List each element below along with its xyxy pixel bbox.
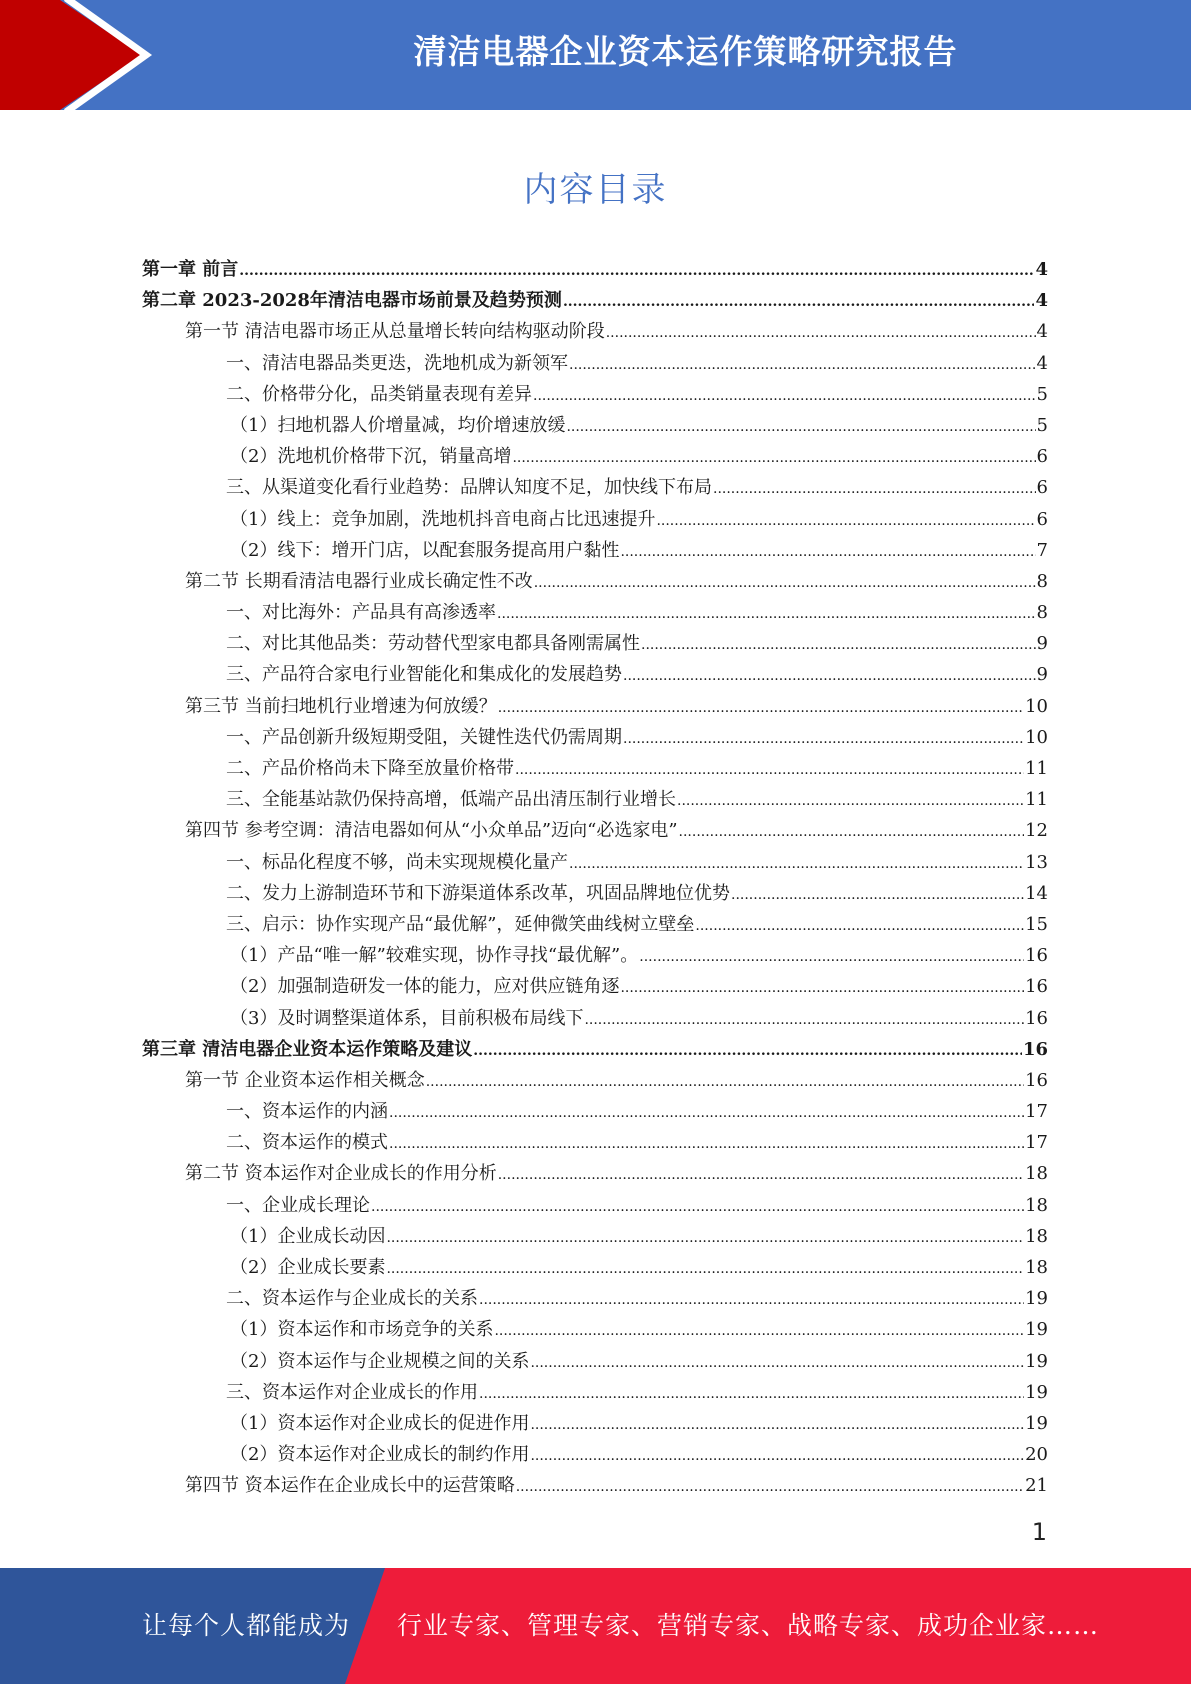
toc-entry[interactable] [142, 1346, 1048, 1377]
table-of-contents [142, 254, 1048, 1502]
toc-entry-title: 第三节 当前扫地机行业增速为何放缓？ [185, 695, 497, 717]
toc-dot-leader [656, 506, 1035, 537]
toc-entry-title: （2）资本运作对企业成长的制约作用 [230, 1444, 530, 1466]
toc-entry-page: 9 [1036, 664, 1048, 686]
toc-entry-page: 6 [1036, 446, 1048, 468]
toc-dot-leader [606, 318, 1036, 349]
toc-entry-title: 二、价格带分化，品类销量表现有差异 [226, 383, 532, 405]
toc-entry-page: 9 [1036, 633, 1048, 655]
toc-entry-page: 5 [1036, 414, 1048, 436]
toc-dot-leader [386, 1223, 1024, 1254]
toc-dot-leader [530, 1348, 1024, 1379]
toc-entry[interactable] [142, 909, 1048, 940]
toc-entry[interactable] [142, 878, 1048, 909]
toc-dot-leader [386, 1254, 1024, 1285]
toc-entry-page: 7 [1036, 539, 1048, 561]
toc-entry-title: （2）洗地机价格带下沉，销量高增 [230, 446, 512, 468]
toc-entry[interactable] [142, 254, 1048, 285]
footer-banner [0, 1568, 1191, 1684]
toc-entry-page: 10 [1025, 695, 1048, 717]
toc-dot-leader [479, 1379, 1024, 1410]
toc-entry-page: 19 [1025, 1319, 1048, 1341]
toc-dot-leader [695, 911, 1024, 942]
toc-dot-leader [530, 1410, 1024, 1441]
toc-entry[interactable] [142, 535, 1048, 566]
toc-entry[interactable] [142, 1034, 1048, 1065]
toc-entry-title: （2）加强制造研发一体的能力，应对供应链角逐 [230, 976, 620, 998]
toc-dot-leader [563, 287, 1035, 318]
toc-entry-title: 第四节 参考空调：清洁电器如何从“小众单品”迈向“必选家电” [185, 820, 678, 842]
toc-entry-page: 17 [1025, 1132, 1048, 1154]
toc-entry[interactable] [142, 1252, 1048, 1283]
toc-entry-title: 第三章 清洁电器企业资本运作策略及建议 [142, 1038, 473, 1060]
toc-entry-page: 20 [1025, 1444, 1048, 1466]
toc-dot-leader [641, 630, 1036, 661]
toc-entry[interactable] [142, 1470, 1048, 1501]
toc-entry[interactable] [142, 753, 1048, 784]
toc-entry[interactable] [142, 1065, 1048, 1096]
toc-entry-page: 15 [1025, 913, 1048, 935]
toc-dot-leader [498, 1160, 1024, 1191]
toc-entry[interactable] [142, 722, 1048, 753]
toc-dot-leader [389, 1098, 1024, 1129]
toc-entry[interactable] [142, 1096, 1048, 1127]
toc-dot-leader [389, 1129, 1024, 1160]
toc-entry-title: 第一节 企业资本运作相关概念 [185, 1069, 425, 1091]
toc-dot-leader [566, 412, 1035, 443]
toc-entry-title: 三、全能基站款仍保持高增，低端产品出清压制行业增长 [226, 789, 676, 811]
footer-slogan-left: 让每个人都能成为 [142, 1611, 351, 1640]
toc-entry-title: 第二章 2023-2028年清洁电器市场前景及趋势预测 [142, 290, 562, 312]
toc-entry-title: （3）及时调整渠道体系，目前积极布局线下 [230, 1007, 584, 1029]
toc-dot-leader [620, 973, 1024, 1004]
toc-entry-page: 16 [1022, 1038, 1048, 1060]
toc-entry[interactable] [142, 1158, 1048, 1189]
toc-entry-page: 16 [1025, 976, 1048, 998]
toc-entry[interactable] [142, 659, 1048, 690]
toc-entry-title: 一、标品化程度不够，尚未实现规模化量产 [226, 851, 568, 873]
toc-dot-leader [584, 1005, 1024, 1036]
toc-entry-title: 三、产品符合家电行业智能化和集成化的发展趋势 [226, 664, 622, 686]
header-banner [0, 0, 1191, 110]
toc-entry-page: 14 [1025, 882, 1048, 904]
toc-entry-title: 一、资本运作的内涵 [226, 1101, 388, 1123]
toc-entry-title: 二、对比其他品类：劳动替代型家电都具备刚需属性 [226, 633, 640, 655]
toc-entry-title: （1）线上：竞争加剧，洗地机抖音电商占比迅速提升 [230, 508, 656, 530]
toc-entry[interactable] [142, 1190, 1048, 1221]
toc-dot-leader [533, 381, 1036, 412]
toc-entry[interactable] [142, 628, 1048, 659]
toc-entry-title: 三、启示：协作实现产品“最优解”，延伸微笑曲线树立壁垒 [226, 913, 695, 935]
toc-entry-page: 19 [1025, 1412, 1048, 1434]
toc-entry-page: 4 [1035, 290, 1048, 312]
toc-dot-leader [371, 1192, 1024, 1223]
toc-entry-page: 19 [1025, 1381, 1048, 1403]
toc-entry-title: （1）扫地机器人价增量减，均价增速放缓 [230, 414, 566, 436]
toc-entry-title: 第二节 长期看清洁电器行业成长确定性不改 [185, 570, 533, 592]
toc-entry-page: 19 [1025, 1288, 1048, 1310]
toc-entry-title: 一、对比海外：产品具有高渗透率 [226, 602, 496, 624]
toc-entry[interactable] [142, 1283, 1048, 1314]
toc-entry[interactable] [142, 1439, 1048, 1470]
page-number: 1 [1031, 1518, 1047, 1546]
toc-entry-title: （1）资本运作和市场竞争的关系 [230, 1319, 494, 1341]
toc-entry-page: 12 [1025, 820, 1048, 842]
toc-entry-page: 16 [1025, 945, 1048, 967]
toc-entry[interactable] [142, 410, 1048, 441]
toc-entry-page: 5 [1036, 383, 1048, 405]
toc-entry-title: （2）企业成长要素 [230, 1257, 386, 1278]
footer-slogan-right: 行业专家、管理专家、营销专家、战略专家、成功企业家…… [397, 1611, 1100, 1640]
toc-dot-leader [479, 1285, 1024, 1316]
toc-entry-title: 三、资本运作对企业成长的作用 [226, 1381, 478, 1403]
toc-entry[interactable] [142, 285, 1048, 316]
toc-entry-title: 二、发力上游制造环节和下游渠道体系改革，巩固品牌地位优势 [226, 882, 730, 904]
toc-entry[interactable] [142, 597, 1048, 628]
toc-entry-page: 18 [1025, 1194, 1048, 1216]
toc-entry[interactable] [142, 348, 1048, 379]
toc-entry-title: 三、从渠道变化看行业趋势：品牌认知度不足，加快线下布局 [226, 477, 712, 499]
toc-entry[interactable] [142, 441, 1048, 472]
toc-entry-page: 18 [1025, 1163, 1048, 1185]
toc-entry[interactable] [142, 691, 1048, 722]
toc-entry-page: 16 [1025, 1069, 1048, 1091]
toc-entry[interactable] [142, 1314, 1048, 1345]
toc-entry-page: 10 [1025, 726, 1048, 748]
toc-entry-page: 19 [1025, 1350, 1048, 1372]
toc-entry-page: 17 [1025, 1101, 1048, 1123]
toc-entry[interactable] [142, 1127, 1048, 1158]
toc-entry[interactable] [142, 1003, 1048, 1034]
toc-entry-title: （2）线下：增开门店，以配套服务提高用户黏性 [230, 539, 620, 561]
toc-entry-title: 一、产品创新升级短期受阻，关键性迭代仍需周期 [226, 726, 622, 748]
toc-entry-page: 11 [1025, 789, 1048, 811]
toc-entry-title: 二、资本运作与企业成长的关系 [226, 1288, 478, 1310]
toc-entry-page: 6 [1036, 477, 1048, 499]
toc-heading: 内容目录 [523, 170, 668, 210]
toc-entry-page: 8 [1036, 602, 1048, 624]
toc-entry-page: 4 [1035, 259, 1048, 280]
toc-entry-page: 6 [1036, 508, 1048, 530]
toc-entry-title: 第二节 资本运作对企业成长的作用分析 [185, 1163, 497, 1185]
toc-dot-leader [498, 693, 1024, 724]
toc-dot-leader [530, 1441, 1024, 1472]
toc-dot-leader [679, 817, 1025, 848]
toc-entry-title: 一、清洁电器品类更迭，洗地机成为新领军 [226, 352, 568, 374]
toc-dot-leader [534, 568, 1036, 599]
toc-entry-title: 二、产品价格尚未下降至放量价格带 [226, 758, 514, 779]
toc-entry-title: （1）企业成长动因 [230, 1225, 386, 1247]
toc-entry-title: （1）资本运作对企业成长的促进作用 [230, 1412, 530, 1434]
toc-entry-title: 第四节 资本运作在企业成长中的运营策略 [185, 1475, 515, 1497]
toc-dot-leader [569, 849, 1024, 880]
toc-entry-title: （1）产品“唯一解”较难实现，协作寻找“最优解”。 [230, 945, 639, 967]
toc-dot-leader [713, 474, 1036, 505]
toc-entry-page: 18 [1025, 1225, 1048, 1247]
toc-entry-page: 4 [1036, 352, 1048, 374]
toc-entry-title: 一、企业成长理论 [226, 1194, 370, 1216]
toc-entry-page: 21 [1025, 1475, 1048, 1497]
toc-entry[interactable] [142, 1408, 1048, 1439]
toc-entry-page: 8 [1036, 570, 1048, 592]
header-arrow-decoration [0, 0, 160, 110]
toc-entry[interactable] [142, 472, 1048, 503]
toc-dot-leader [639, 942, 1024, 973]
toc-dot-leader [623, 661, 1036, 692]
toc-dot-leader [494, 1316, 1024, 1347]
toc-dot-leader [426, 1067, 1024, 1098]
toc-dot-leader [239, 256, 1034, 287]
toc-dot-leader [516, 1472, 1024, 1503]
toc-entry[interactable] [142, 847, 1048, 878]
toc-entry[interactable] [142, 1221, 1048, 1252]
toc-entry-page: 18 [1025, 1257, 1048, 1278]
toc-entry[interactable] [142, 784, 1048, 815]
toc-entry-title: 第一章 前言 [142, 259, 239, 280]
toc-entry-page: 4 [1036, 321, 1048, 343]
toc-entry-title: 二、资本运作的模式 [226, 1132, 388, 1154]
toc-dot-leader [512, 443, 1035, 474]
toc-entry[interactable] [142, 316, 1048, 347]
toc-entry[interactable] [142, 566, 1048, 597]
report-title: 清洁电器企业资本运作策略研究报告 [413, 32, 958, 71]
toc-dot-leader [497, 599, 1036, 630]
toc-entry[interactable] [142, 940, 1048, 971]
toc-entry-title: （2）资本运作与企业规模之间的关系 [230, 1350, 530, 1372]
toc-entry[interactable] [142, 971, 1048, 1002]
toc-entry[interactable] [142, 504, 1048, 535]
toc-dot-leader [623, 724, 1024, 755]
toc-entry-page: 11 [1025, 758, 1048, 779]
toc-entry-page: 13 [1025, 851, 1048, 873]
toc-dot-leader [731, 880, 1024, 911]
toc-entry[interactable] [142, 379, 1048, 410]
toc-dot-leader [569, 350, 1036, 381]
toc-entry[interactable] [142, 1377, 1048, 1408]
toc-entry-title: 第一节 清洁电器市场正从总量增长转向结构驱动阶段 [185, 321, 605, 343]
toc-entry[interactable] [142, 815, 1048, 846]
toc-dot-leader [515, 755, 1024, 786]
toc-entry-page: 16 [1025, 1007, 1048, 1029]
toc-dot-leader [473, 1036, 1022, 1067]
toc-dot-leader [677, 786, 1024, 817]
toc-dot-leader [620, 537, 1035, 568]
